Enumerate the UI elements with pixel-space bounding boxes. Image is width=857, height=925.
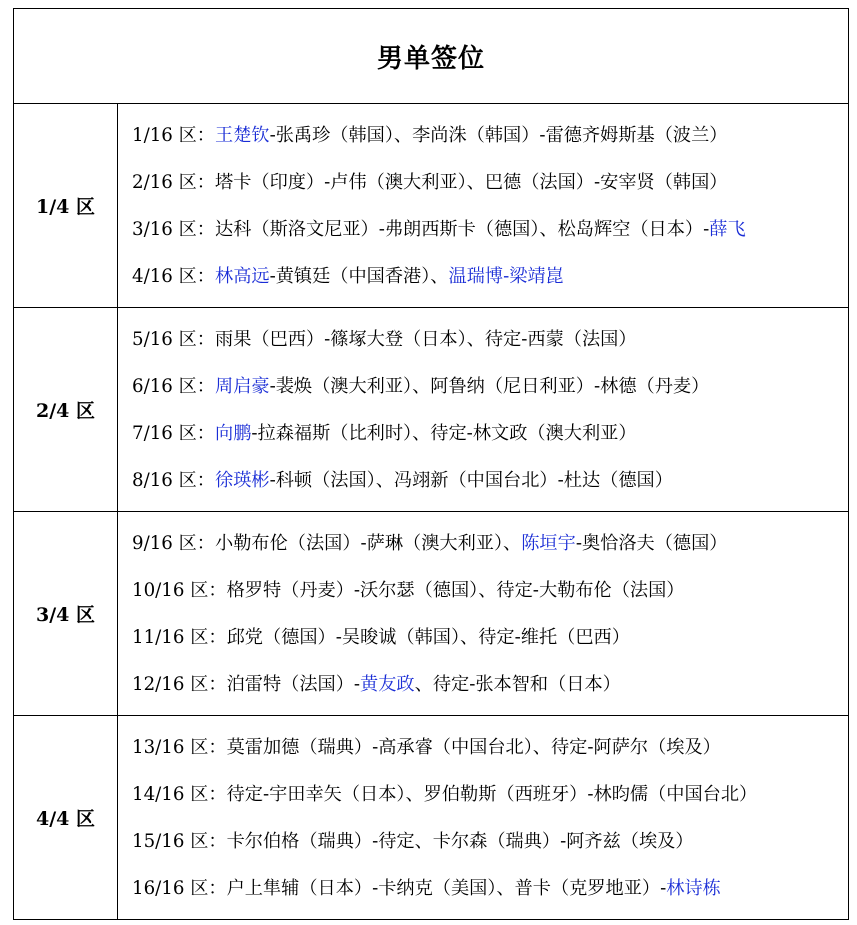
matchup-text: 小勒布伦（法国）-萨琳（澳大利亚）、 <box>215 532 522 554</box>
section-label: 9/16 区： <box>132 532 215 554</box>
matchup-text: 待定-宇田幸矢（日本）、罗伯勒斯（西班牙）-林昀儒（中国台北） <box>226 783 758 805</box>
section-label: 14/16 区： <box>132 783 227 805</box>
section-entry <box>132 363 848 410</box>
section-list <box>118 512 849 716</box>
section-entry <box>132 661 848 708</box>
section-label: 3/16 区： <box>132 218 215 240</box>
page-title: 男单签位 <box>14 9 849 104</box>
section-entry <box>132 159 848 206</box>
section-label: 7/16 区： <box>132 422 215 444</box>
quarter-row <box>14 716 849 920</box>
section-label: 8/16 区： <box>132 469 215 491</box>
section-entry <box>132 520 848 567</box>
matchup-text: -拉森福斯（比利时）、待定-林文政（澳大利亚） <box>251 422 637 444</box>
section-label: 12/16 区： <box>132 673 227 695</box>
section-label: 4/16 区： <box>132 265 215 287</box>
matchup-text: -黄镇廷（中国香港）、 <box>269 265 449 287</box>
matchup-text: 达科（斯洛文尼亚）-弗朗西斯卡（德国）、松岛辉空（日本）- <box>215 218 710 240</box>
section-entry <box>132 724 848 771</box>
section-entry <box>132 316 848 363</box>
quarter-label: 3/4 区 <box>14 512 118 716</box>
highlighted-player: 温瑞博-梁靖崑 <box>448 265 564 287</box>
matchup-text: 塔卡（印度）-卢伟（澳大利亚）、巴德（法国）-安宰贤（韩国） <box>215 171 728 193</box>
section-label: 6/16 区： <box>132 375 215 397</box>
highlighted-player: 徐瑛彬 <box>215 469 270 491</box>
section-label: 16/16 区： <box>132 877 227 899</box>
highlighted-player: 林高远 <box>215 265 270 287</box>
section-entry <box>132 771 848 818</box>
section-entry <box>132 253 848 300</box>
matchup-text: 户上隼辅（日本）-卡纳克（美国）、普卡（克罗地亚）- <box>226 877 667 899</box>
section-entry <box>132 112 848 159</box>
title-row <box>14 9 849 104</box>
section-label: 1/16 区： <box>132 124 215 146</box>
quarter-label: 4/4 区 <box>14 716 118 920</box>
matchup-text: 泊雷特（法国）- <box>226 673 361 695</box>
quarter-label: 1/4 区 <box>14 104 118 308</box>
matchup-text: 卡尔伯格（瑞典）-待定、卡尔森（瑞典）-阿齐兹（埃及） <box>226 830 694 852</box>
section-entry <box>132 865 848 912</box>
quarter-row <box>14 104 849 308</box>
highlighted-player: 薛飞 <box>709 218 746 240</box>
matchup-text: 邱党（德国）-吴晙诚（韩国）、待定-维托（巴西） <box>226 626 630 648</box>
matchup-text: -科顿（法国）、冯翊新（中国台北）-杜达（德国） <box>269 469 673 491</box>
quarter-row <box>14 308 849 512</box>
section-list <box>118 308 849 512</box>
highlighted-player: 黄友政 <box>360 673 415 695</box>
section-label: 2/16 区： <box>132 171 215 193</box>
matchup-text: -张禹珍（韩国）、李尚洙（韩国）-雷德齐姆斯基（波兰） <box>269 124 728 146</box>
section-entry <box>132 206 848 253</box>
section-entry <box>132 410 848 457</box>
section-label: 11/16 区： <box>132 626 227 648</box>
highlighted-player: 林诗栋 <box>666 877 721 899</box>
section-label: 15/16 区： <box>132 830 227 852</box>
section-entry <box>132 614 848 661</box>
section-label: 5/16 区： <box>132 328 215 350</box>
section-entry <box>132 457 848 504</box>
section-entry <box>132 567 848 614</box>
quarter-row <box>14 512 849 716</box>
draw-table <box>13 8 849 920</box>
section-entry <box>132 818 848 865</box>
matchup-text: 格罗特（丹麦）-沃尔瑟（德国）、待定-大勒布伦（法国） <box>226 579 685 601</box>
highlighted-player: 陈垣宇 <box>521 532 576 554</box>
matchup-text: 、待定-张本智和（日本） <box>414 673 621 695</box>
section-list <box>118 716 849 920</box>
section-list <box>118 104 849 308</box>
highlighted-player: 王楚钦 <box>215 124 270 146</box>
quarter-label: 2/4 区 <box>14 308 118 512</box>
matchup-text: -裴焕（澳大利亚）、阿鲁纳（尼日利亚）-林德（丹麦） <box>269 375 710 397</box>
section-label: 13/16 区： <box>132 736 227 758</box>
highlighted-player: 向鹏 <box>215 422 252 444</box>
highlighted-player: 周启豪 <box>215 375 270 397</box>
section-label: 10/16 区： <box>132 579 227 601</box>
matchup-text: -奥恰洛夫（德国） <box>575 532 728 554</box>
matchup-text: 雨果（巴西）-篠塚大登（日本）、待定-西蒙（法国） <box>215 328 637 350</box>
matchup-text: 莫雷加德（瑞典）-高承睿（中国台北）、待定-阿萨尔（埃及） <box>226 736 721 758</box>
